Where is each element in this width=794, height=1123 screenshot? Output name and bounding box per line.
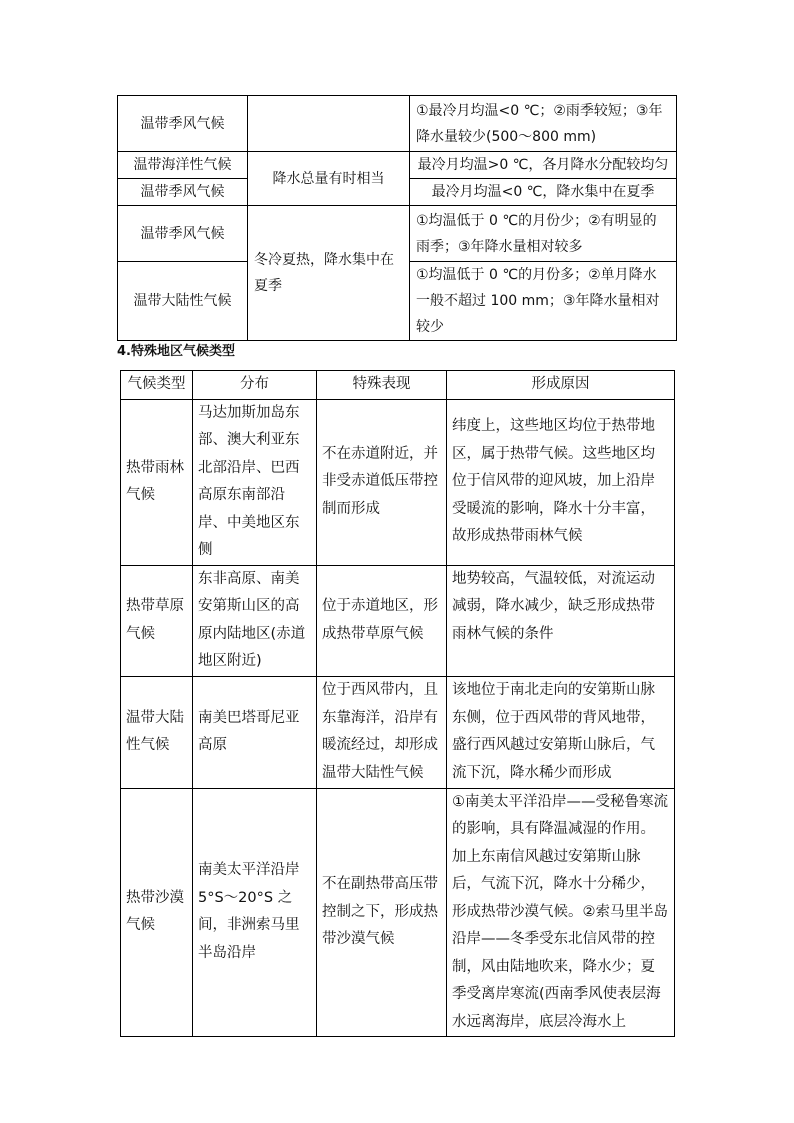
column-header: 特殊表现 (317, 371, 447, 400)
climate-type-cell: 热带沙漠气候 (121, 788, 193, 1037)
climate-type-cell: 热带雨林气候 (121, 399, 193, 565)
feature-cell (248, 96, 410, 152)
distribution-cell: 南美巴塔哥尼亚高原 (193, 676, 317, 788)
special-cell: 位于赤道地区，形成热带草原气候 (317, 565, 447, 676)
special-cell: 不在副热带高压带控制之下，形成热带沙漠气候 (317, 788, 447, 1037)
climate-name-cell: 温带季风气候 (118, 96, 248, 152)
climate-name-cell: 温带海洋性气候 (118, 152, 248, 179)
table-row (118, 206, 677, 262)
feature-cell: 降水总量有时相当 (248, 152, 410, 206)
climate-name-cell: 温带大陆性气候 (118, 262, 248, 341)
table-row (121, 399, 675, 565)
column-header: 分布 (193, 371, 317, 400)
detail-cell: ①均温低于 0 ℃的月份少；②有明显的雨季；③年降水量相对较多 (410, 206, 677, 262)
climate-type-cell: 温带大陆性气候 (121, 676, 193, 788)
table-row (121, 676, 675, 788)
column-header: 形成原因 (447, 371, 675, 400)
cause-cell: 地势较高，气温较低，对流运动减弱，降水减少，缺乏形成热带雨林气候的条件 (447, 565, 675, 676)
climate-type-cell: 热带草原气候 (121, 565, 193, 676)
distribution-cell: 南美太平洋沿岸5°S～20°S 之间，非洲索马里半岛沿岸 (193, 788, 317, 1037)
detail-cell: 最冷月均温<0 ℃，降水集中在夏季 (410, 179, 677, 206)
distribution-cell: 东非高原、南美安第斯山区的高原内陆地区(赤道地区附近) (193, 565, 317, 676)
climate-comparison-table (117, 95, 677, 341)
climate-name-cell: 温带季风气候 (118, 179, 248, 206)
feature-cell: 冬冷夏热，降水集中在夏季 (248, 206, 410, 341)
table-header-row (121, 371, 675, 400)
detail-cell: ①均温低于 0 ℃的月份多；②单月降水一般不超过 100 mm；③年降水量相对较少 (410, 262, 677, 341)
table-row (121, 565, 675, 676)
special-cell: 不在赤道附近，并非受赤道低压带控制而形成 (317, 399, 447, 565)
special-climate-table (120, 370, 675, 1037)
table-row (121, 788, 675, 1037)
detail-cell: 最冷月均温>0 ℃，各月降水分配较均匀 (410, 152, 677, 179)
climate-name-cell: 温带季风气候 (118, 206, 248, 262)
detail-cell: ①最冷月均温<0 ℃；②雨季较短；③年降水量较少(500～800 mm) (410, 96, 677, 152)
special-cell: 位于西风带内，且东靠海洋，沿岸有暖流经过，却形成温带大陆性气候 (317, 676, 447, 788)
distribution-cell: 马达加斯加岛东部、澳大利亚东北部沿岸、巴西高原东南部沿岸、中美地区东侧 (193, 399, 317, 565)
table-row (118, 96, 677, 152)
cause-cell: ①南美太平洋沿岸——受秘鲁寒流的影响，具有降温减湿的作用。加上东南信风越过安第斯山脉后，气流下沉，降水十分稀少，形成热带沙漠气候。②索马里半岛沿岸——冬季受东北信风带的控制，风由陆地吹来，降水少；夏季受离岸寒流(西南季风使表层海水远离海岸，底层冷海水上 (447, 788, 675, 1037)
column-header: 气候类型 (121, 371, 193, 400)
section-heading: 4.特殊地区气候类型 (117, 344, 235, 359)
cause-cell: 纬度上，这些地区均位于热带地区，属于热带气候。这些地区均位于信风带的迎风坡，加上沿岸受暖流的影响，降水十分丰富，故形成热带雨林气候 (447, 399, 675, 565)
cause-cell: 该地位于南北走向的安第斯山脉东侧，位于西风带的背风地带，盛行西风越过安第斯山脉后，气流下沉，降水稀少而形成 (447, 676, 675, 788)
table-row (118, 152, 677, 179)
